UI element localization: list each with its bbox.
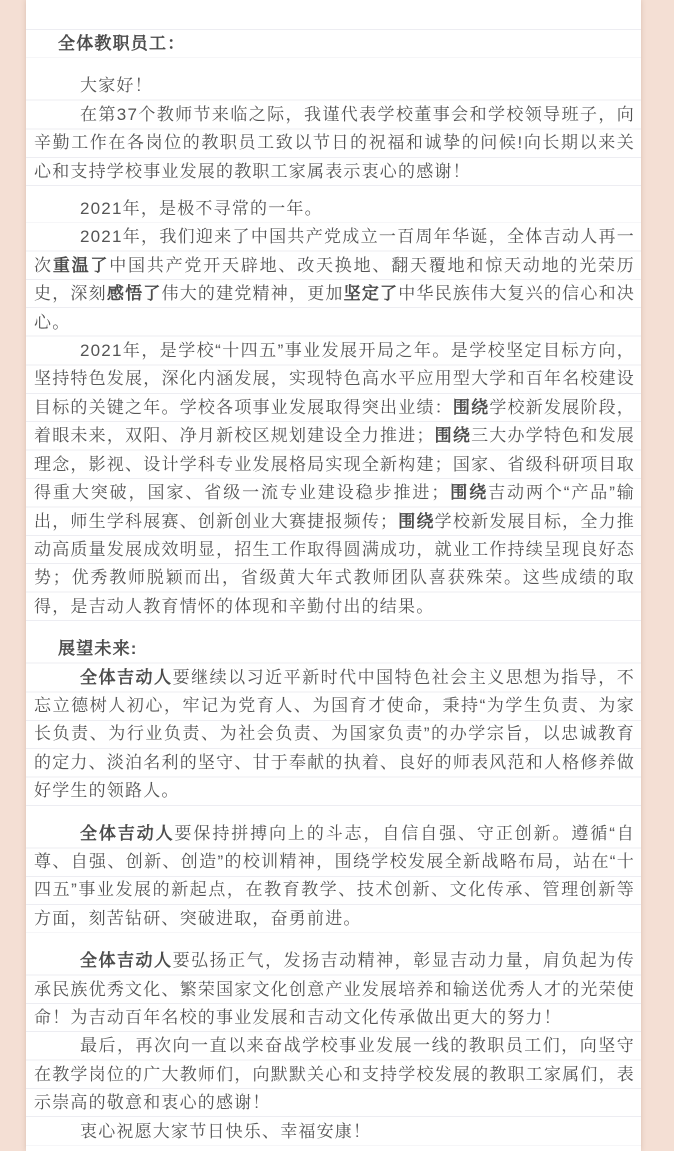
text-segment: 最后，再次向一直以来奋战学校事业发展一线的教职员工们，向坚守在教学岗位的广大教师们，向默默关心和支持学校发展的教职工家属们，表示崇高的敬意和衷心的感谢！ xyxy=(34,1036,635,1113)
text-segment: 大家好！ xyxy=(80,76,153,96)
text-segment: 围绕 xyxy=(449,483,489,503)
letter-body xyxy=(26,30,641,1146)
paragraph-9 xyxy=(26,820,641,934)
text-segment: 展望未来: xyxy=(58,639,138,659)
text-segment: 要保持拼搏向上的斗志，自信自强、守正创新。遵循“自尊、自强、创新、创造”的校训精神，围绕学校发展全新战略布局，站在“十四五”事业发展的新起点，在教育教学、技术创新、文化传承、管理创新等方面，刻苦钻研、突破进取，奋勇前进。 xyxy=(34,823,635,928)
text-segment: 学校新发展目标，全力推动高质量发展成效明显，招生工作取得圆满成功，就业工作持续呈现良好态势；优秀教师脱颖而出，省级黄大年式教师团队喜获殊荣。这些成绩的取得，是吉动人教育情怀的体现和辛勤付出的结果。 xyxy=(34,511,635,616)
text-segment: 全体吉动人 xyxy=(80,951,173,971)
text-segment: 在第37个教师节来临之际，我谨代表学校董事会和学校领导班子，向辛勤工作在各岗位的教职员工致以节日的祝福和诚挚的问候!向长期以来关心和支持学校事业发展的教职工家属表示衷心的感谢！ xyxy=(34,104,635,181)
paragraph-4 xyxy=(26,195,641,223)
text-segment: 吉动两个“产品”输出，师生学科展赛、创新创业大赛捷报频传； xyxy=(34,483,635,531)
paragraph-11 xyxy=(26,1032,641,1117)
paragraph-6 xyxy=(26,337,641,621)
paragraph-1 xyxy=(26,30,641,58)
letter-card xyxy=(26,0,641,1151)
text-segment: 2021年，是极不寻常的一年。 xyxy=(80,199,323,219)
text-segment: 要弘扬正气，发扬吉动精神，彰显吉动力量，肩负起为传承民族优秀文化、繁荣国家文化创意产业发展培养和输送优秀人才的光荣使命！为吉动百年名校的事业发展和吉动文化传承做出更大的努力！ xyxy=(34,951,636,1027)
text-segment: 全体吉动人 xyxy=(80,823,175,843)
text-segment: 中华民族伟大复兴的信心和决心。 xyxy=(34,284,635,332)
text-segment: 感悟了 xyxy=(106,284,162,304)
text-segment: 重温了 xyxy=(52,255,110,275)
text-segment: 衷心祝愿大家节日快乐、幸福安康！ xyxy=(80,1121,372,1141)
text-segment: 2021年，我们迎来了中国共产党成立一百周年华诞，全体吉动人再一次 xyxy=(34,227,635,275)
paragraph-12 xyxy=(26,1118,641,1146)
text-segment: 全体吉动人 xyxy=(80,667,173,687)
text-segment: 伟大的建党精神，更加 xyxy=(161,284,344,304)
text-segment: 围绕 xyxy=(452,397,490,417)
text-segment: 坚定了 xyxy=(343,284,399,304)
paragraph-10 xyxy=(26,947,641,1032)
text-segment: 要继续以习近平新时代中国特色社会主义思想为指导，不忘立德树人初心，牢记为党育人、为国育才使命，秉持“为学生负责、为家长负责、为行业负责、为社会负责、为国家负责”的办学宗旨，以忠诚教育的定力、淡泊名利的坚守、甘于奉献的执着、良好的师表风范和人格修养做好学生的领路人。 xyxy=(34,667,636,801)
paragraph-7 xyxy=(26,635,641,663)
paragraph-2 xyxy=(26,72,641,100)
paragraph-8 xyxy=(26,664,641,806)
text-segment: 围绕 xyxy=(434,426,472,446)
text-segment: 2021年，是学校“十四五”事业发展开局之年。是学校坚定目标方向，坚持特色发展，深化内涵发展，实现特色高水平应用型大学和百年名校建设目标的关键之年。学校各项事业发展取得突出业绩： xyxy=(34,341,635,417)
text-segment: 学校新发展阶段，着眼未来，双阳、净月新校区规划建设全力推进； xyxy=(34,397,635,446)
paragraph-3 xyxy=(26,101,641,186)
text-segment: 围绕 xyxy=(398,511,435,531)
paragraph-5 xyxy=(26,223,641,337)
text-segment: 全体教职员工： xyxy=(58,34,186,53)
text-segment: 中国共产党开天辟地、改天换地、翻天覆地和惊天动地的光荣历史，深刻 xyxy=(34,255,635,304)
top-rule-spacer xyxy=(26,0,641,30)
text-segment: 三大办学特色和发展理念，影视、设计学科专业发展格局实现全新构建；国家、省级科研项目取得重大突破，国家、省级一流专业建设稳步推进； xyxy=(34,426,635,503)
